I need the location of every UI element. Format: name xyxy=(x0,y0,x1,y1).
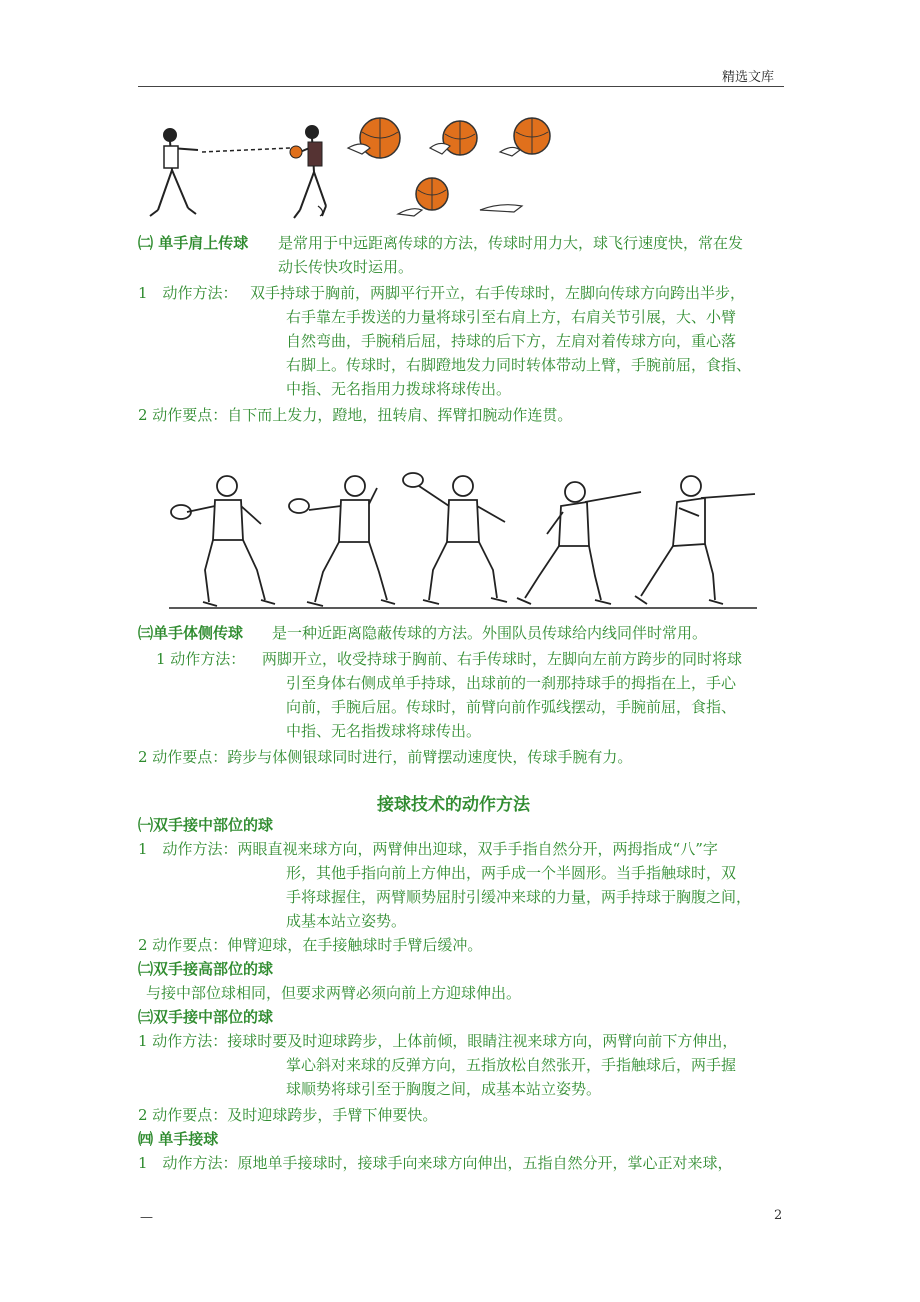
header-rule xyxy=(138,86,784,87)
section-two-heading: ㈡ 单手肩上传球 xyxy=(138,234,249,252)
section-three-method-line: 引至身体右侧成单手持球，出球前的一刹那持球手的拇指在上，手心 xyxy=(286,674,737,692)
shoulder-pass-illustration xyxy=(140,110,560,225)
catching-part4-method-line: 1 动作方法：原地单手接球时，接球手向来球方向伸出，五指自然分开，掌心正对来球， xyxy=(138,1154,733,1172)
catching-part4-heading: ㈣ 单手接球 xyxy=(138,1130,219,1148)
section-two-key-points: 2 动作要点：自下而上发力，蹬地，扭转肩、挥臂扣腕动作连贯。 xyxy=(138,406,573,424)
section-two-method-line: 右脚上。传球时，右脚蹬地发力同时转体带动上臂，手腕前屈，食指、 xyxy=(286,356,752,374)
catching-part1-heading: ㈠双手接中部位的球 xyxy=(138,816,274,834)
catching-part3-method-line: 掌心斜对来球的反弹方向，五指放松自然张开，手指触球后，两手握 xyxy=(286,1056,737,1074)
side-pass-illustration xyxy=(165,466,760,614)
catching-part1-method-line: 1 动作方法：两眼直视来球方向，两臂伸出迎球，双手手指自然分开，两拇指成“八”字 xyxy=(138,840,718,858)
section-two-method-label: 1 动作方法： xyxy=(138,284,238,302)
catching-part3-heading: ㈢双手接中部位的球 xyxy=(138,1008,274,1026)
basketball-icon xyxy=(348,118,400,158)
catching-section-title: 接球技术的动作方法 xyxy=(377,795,530,815)
catching-part3-key-points: 2 动作要点：及时迎球跨步，手臂下伸要快。 xyxy=(138,1106,438,1124)
section-three-intro: 是一种近距离隐蔽传球的方法。外围队员传球给内线同伴时常用。 xyxy=(272,624,708,642)
catching-part1-key-points: 2 动作要点：伸臂迎球，在手接触球时手臂后缓冲。 xyxy=(138,936,483,954)
catching-part2-text: 与接中部位球相同，但要求两臂必须向前上方迎球伸出。 xyxy=(146,984,522,1002)
catching-part3-method-line: 球顺势将球引至于胸腹之间，成基本站立姿势。 xyxy=(286,1080,602,1098)
section-two-method-line: 右手靠左手拨送的力量将球引至右肩上方，右肩关节引展，大、小臂 xyxy=(286,308,737,326)
basketball-icon xyxy=(500,118,550,156)
header-library-label: 精选文库 xyxy=(722,70,775,85)
section-three-heading: ㈢单手体侧传球 xyxy=(138,624,244,642)
footer-dash: — xyxy=(140,1210,153,1225)
section-two-method-line: 中指、无名指用力拨球将球传出。 xyxy=(286,380,512,398)
section-two-intro: 是常用于中远距离传球的方法，传球时用力大，球飞行速度快，常在发 xyxy=(278,234,744,252)
catching-part1-method-line: 成基本站立姿势。 xyxy=(286,912,407,930)
section-three-method-line: 中指、无名指拨球将球传出。 xyxy=(286,722,482,740)
catching-part1-method-line: 形，其他手指向前上方伸出，两手成一个半圆形。当手指触球时，双 xyxy=(286,864,737,882)
section-three-key-points: 2 动作要点：跨步与体侧银球同时进行，前臂摆动速度快，传球手腕有力。 xyxy=(138,748,633,766)
section-two-method-line: 自然弯曲，手腕稍后屈，持球的后下方，左肩对着传球方向，重心落 xyxy=(286,332,737,350)
basketball-icon xyxy=(430,121,477,155)
catching-part3-method-line: 1 动作方法：接球时要及时迎球跨步，上体前倾，眼睛注视来球方向，两臂向前下方伸出， xyxy=(138,1032,738,1050)
catching-part2-heading: ㈡双手接高部位的球 xyxy=(138,960,274,978)
section-three-method-line: 两脚开立，收受持球于胸前、右手传球时，左脚向左前方跨步的同时将球 xyxy=(262,650,743,668)
catching-part1-method-line: 手将球握住，两臂顺势屈肘引缓冲来球的力量，两手持球于胸腹之间， xyxy=(286,888,752,906)
section-three-method-line: 向前，手腕后屈。传球时，前臂向前作弧线摆动，手腕前屈，食指、 xyxy=(286,698,737,716)
section-two-method-line: 双手持球于胸前，两脚平行开立，右手传球时，左脚向传球方向跨出半步， xyxy=(250,284,746,302)
section-two-intro-cont: 动长传快攻时运用。 xyxy=(278,258,414,276)
section-three-method-label: 1 动作方法： xyxy=(156,650,246,668)
page-number: 2 xyxy=(774,1208,783,1223)
basketball-icon xyxy=(398,178,448,216)
